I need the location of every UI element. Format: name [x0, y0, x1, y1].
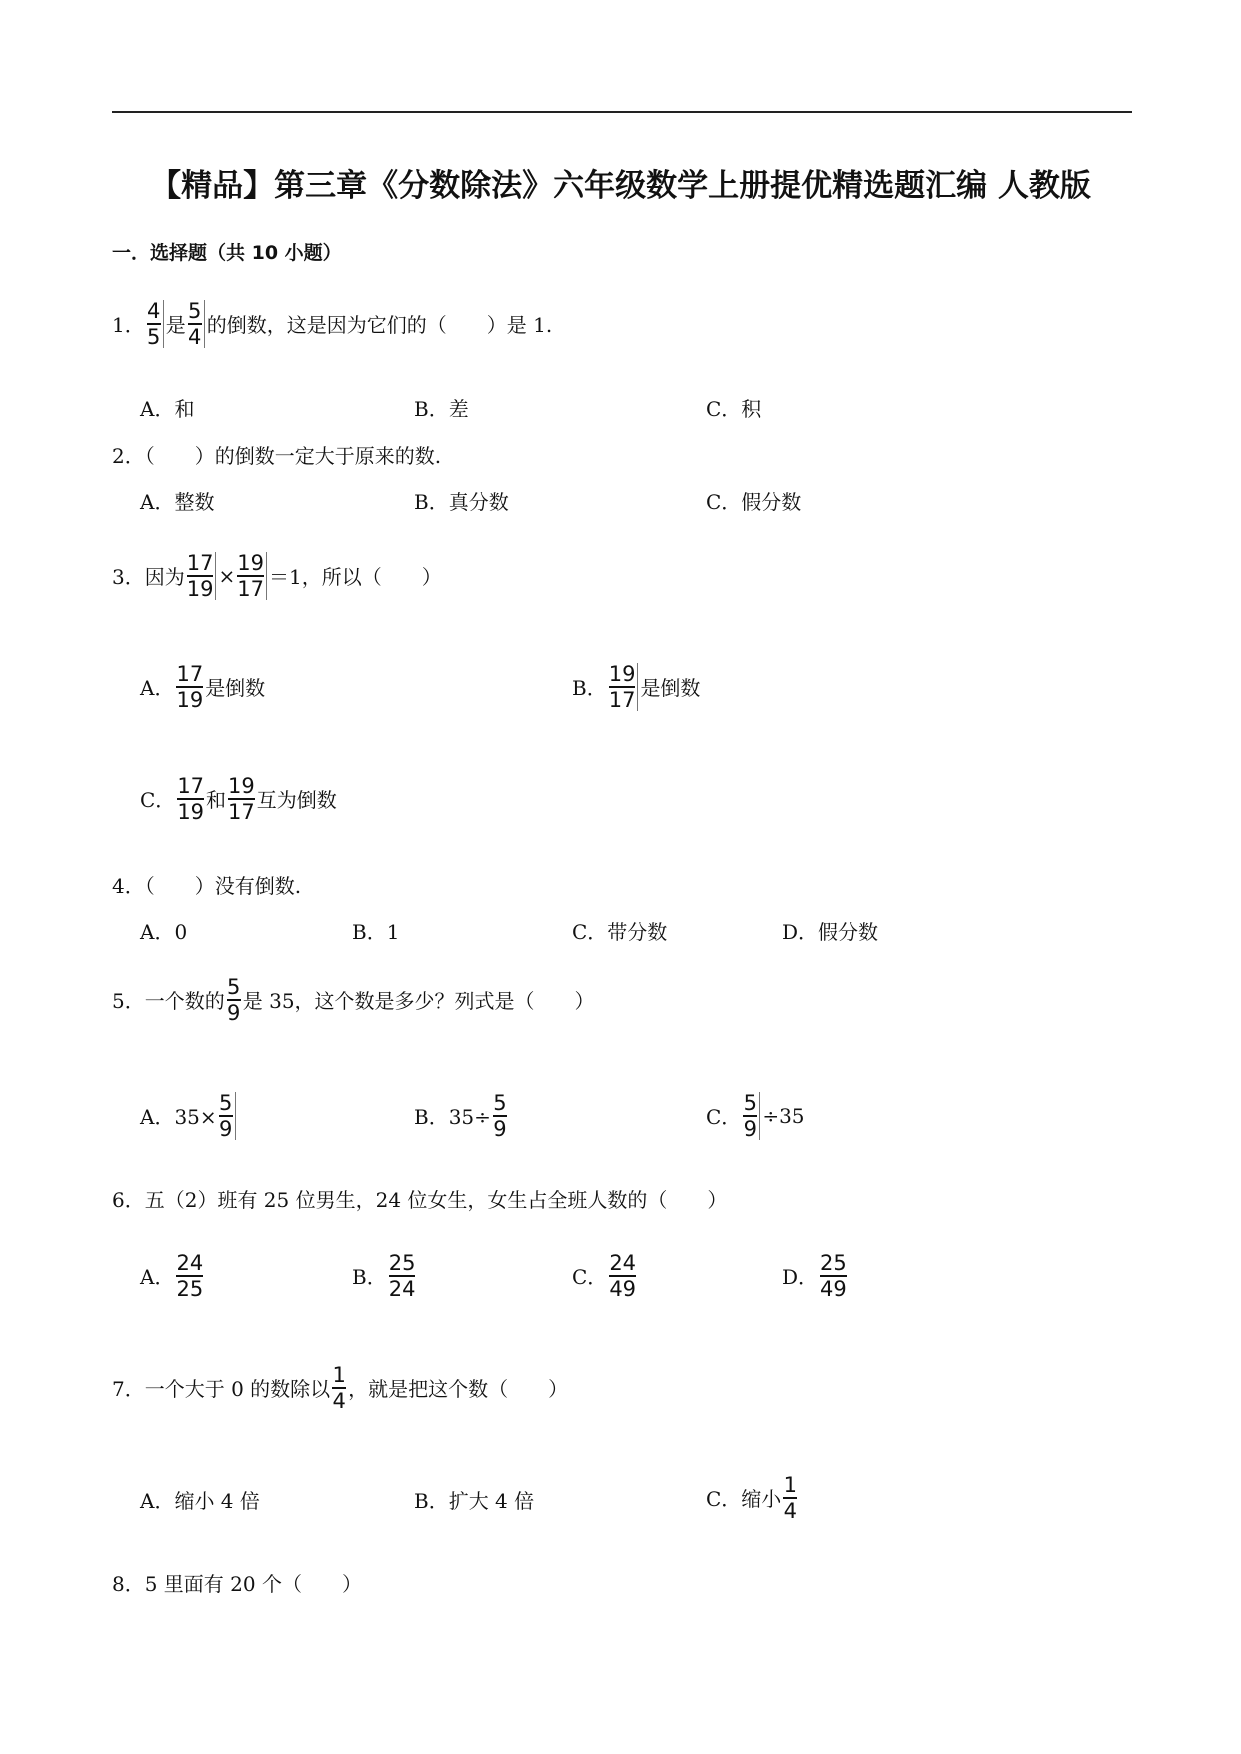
numerator: 17	[176, 662, 204, 686]
numerator: 5	[743, 1091, 757, 1115]
option-label: A．	[140, 1265, 175, 1290]
denominator: 5	[147, 324, 161, 349]
fraction	[332, 1364, 346, 1412]
question-text: ＝1，所以（ ）	[268, 565, 442, 590]
numerator: 17	[186, 551, 214, 575]
numerator: 5	[218, 1091, 233, 1115]
denominator: 4	[783, 1498, 797, 1523]
question-text: 3．因为	[112, 565, 185, 590]
denominator: 17	[228, 799, 255, 824]
question-text: ，就是把这个数（ ）	[348, 1377, 569, 1402]
option-b: B．1	[352, 920, 400, 944]
fraction	[609, 1252, 636, 1300]
fraction	[228, 775, 255, 823]
option-label: B．	[352, 1265, 387, 1290]
denominator: 17	[608, 687, 636, 712]
numerator: 1	[332, 1363, 346, 1387]
fraction	[389, 1252, 416, 1300]
question-text: 5．一个数的	[112, 989, 225, 1014]
option-text: 和	[206, 788, 227, 813]
numerator: 4	[147, 299, 161, 323]
denominator: 9	[743, 1116, 757, 1141]
option-a: A．整数	[140, 490, 215, 514]
numerator: 19	[228, 774, 255, 798]
option-text: 互为倒数	[256, 788, 337, 813]
numerator: 25	[820, 1251, 847, 1275]
denominator: 49	[820, 1276, 847, 1301]
numerator: 5	[188, 299, 202, 323]
numerator: 1	[783, 1473, 797, 1497]
numerator: 5	[227, 975, 241, 999]
denominator: 17	[237, 576, 264, 601]
numerator: 19	[608, 662, 636, 686]
option-label: B．	[572, 676, 607, 701]
numerator: 19	[237, 551, 264, 575]
option-c	[706, 1092, 805, 1140]
denominator: 19	[177, 799, 205, 824]
option-a: A．和	[140, 397, 195, 421]
option-text: 是倒数	[205, 676, 266, 701]
option-label: A．35×	[140, 1105, 217, 1130]
question-1	[112, 300, 552, 348]
denominator: 49	[609, 1276, 637, 1301]
question-2: 2．（ ）的倒数一定大于原来的数.	[112, 444, 442, 468]
option-label: C．缩小	[706, 1487, 782, 1512]
denominator: 19	[186, 576, 214, 601]
fraction	[219, 1092, 236, 1140]
option-a: A．缩小 4 倍	[140, 1489, 260, 1513]
fraction	[176, 663, 203, 711]
option-label: D．	[782, 1265, 819, 1290]
fraction	[147, 300, 164, 348]
fraction	[176, 1252, 203, 1300]
denominator: 9	[218, 1116, 233, 1141]
option-c	[572, 1252, 638, 1300]
option-b	[352, 1252, 417, 1300]
question-text: 7．一个大于 0 的数除以	[112, 1377, 331, 1402]
option-a	[140, 1252, 205, 1300]
section-heading: 一．选择题（共 10 小题）	[112, 242, 342, 264]
denominator: 9	[493, 1116, 507, 1141]
question-6: 6．五（2）班有 25 位男生，24 位女生，女生占全班人数的（ ）	[112, 1188, 728, 1212]
option-c: C．带分数	[572, 920, 668, 944]
option-a: A．0	[140, 920, 188, 944]
header-rule	[112, 111, 1132, 113]
question-text: 是	[165, 313, 186, 338]
fraction	[188, 300, 205, 348]
question-3	[112, 552, 442, 600]
option-c: C．积	[706, 397, 762, 421]
operator: ×	[218, 563, 236, 588]
option-d: D．假分数	[782, 920, 879, 944]
denominator: 4	[332, 1388, 346, 1413]
fraction	[609, 663, 639, 711]
fraction	[493, 1092, 507, 1140]
question-number: 1．	[112, 313, 145, 338]
option-text: ÷35	[762, 1103, 805, 1128]
question-text: 的倒数，这是因为它们的（ ）是 1.	[206, 313, 553, 338]
option-b: B．真分数	[414, 490, 509, 514]
option-b: B．扩大 4 倍	[414, 1489, 535, 1513]
option-b: B．差	[414, 397, 469, 421]
option-text: 是倒数	[640, 676, 701, 701]
question-5	[112, 976, 595, 1024]
denominator: 4	[188, 324, 202, 349]
option-label: A．	[140, 676, 175, 701]
fraction	[187, 552, 217, 600]
denominator: 9	[227, 1000, 241, 1025]
option-b	[572, 663, 700, 711]
option-a	[140, 663, 265, 711]
fraction	[743, 1092, 760, 1140]
denominator: 24	[388, 1276, 416, 1301]
numerator: 24	[176, 1251, 204, 1275]
option-label: B．35÷	[414, 1105, 491, 1130]
question-7	[112, 1364, 568, 1412]
option-c: C．假分数	[706, 490, 802, 514]
option-c	[706, 1474, 799, 1522]
numerator: 17	[177, 774, 205, 798]
page-title: 【精品】第三章《分数除法》六年级数学上册提优精选题汇编 人教版	[150, 168, 1091, 204]
denominator: 25	[176, 1276, 204, 1301]
fraction	[227, 976, 241, 1024]
question-8: 8．5 里面有 20 个（ ）	[112, 1572, 362, 1596]
option-a	[140, 1092, 238, 1140]
option-d	[782, 1252, 849, 1300]
option-c	[140, 775, 337, 823]
question-text: 是 35，这个数是多少？列式是（ ）	[242, 989, 595, 1014]
denominator: 19	[176, 687, 204, 712]
fraction	[237, 552, 267, 600]
option-label: C．	[572, 1265, 608, 1290]
option-label: C．	[140, 788, 176, 813]
fraction	[820, 1252, 847, 1300]
fraction	[177, 775, 204, 823]
option-b	[414, 1092, 509, 1140]
numerator: 25	[388, 1251, 416, 1275]
numerator: 5	[493, 1091, 507, 1115]
question-4: 4．（ ）没有倒数.	[112, 874, 302, 898]
numerator: 24	[609, 1251, 637, 1275]
option-label: C．	[706, 1105, 742, 1130]
fraction	[783, 1474, 797, 1522]
